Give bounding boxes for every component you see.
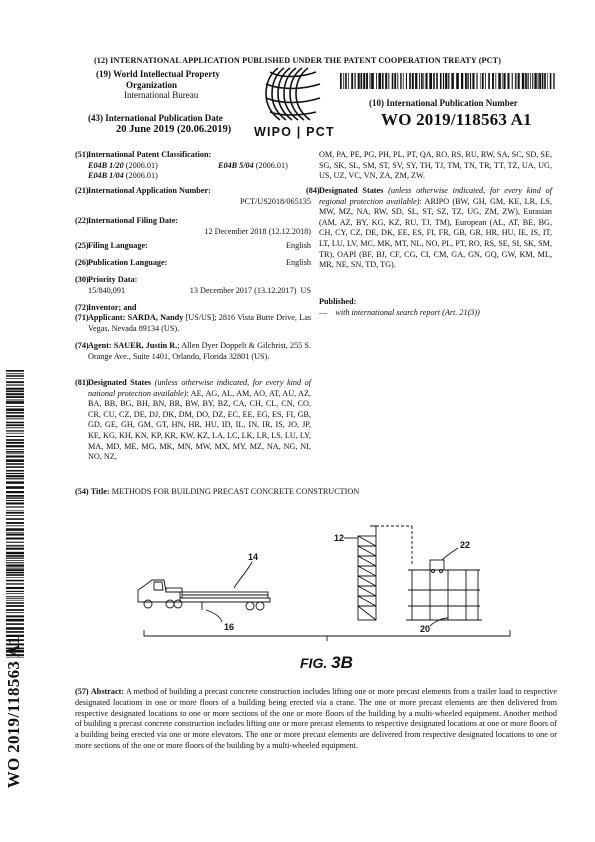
field-applicant: (71) Applicant: SARDA, Nandy [US/US]; 2816 Vista Butte Drive, Las Vegas, Nevada 89134 (US). bbox=[75, 313, 312, 333]
office-name: (19) World Intellectual Property bbox=[96, 69, 220, 79]
leader-22 bbox=[442, 548, 458, 560]
field-filing-date: (22) International Filing Date: 12 December 2018 (12.12.2018) bbox=[75, 216, 311, 236]
leader-14 bbox=[234, 562, 252, 588]
field-designated-regional: (84) Designated States (unless otherwise indicated, for every kind of regional protection available): ARIPO (BW, GH, GM, KE, LR, LS, MW, MZ, NA, RW, SD, SL, ST, SZ, TZ, UG, ZM, ZW), Eurasian (AM, AZ, BY, KG, KZ, RU, TJ, TM), European (AL, AT, BE, BG, CH, CY, CZ, DE, DK, EE, ES, FI, FR, GB, GR, HR, HU, IE, IS, IT, LT, LU, LV, MC, MK, MT, NL, NO, PL, PT, RO, RS, SE, SI, SK, SM, TR), OAPI (BF, BJ, CF, CG, CI, CM, GA, GN, GQ, GW, KM, ML, MR, NE, SN, TD, TG). bbox=[306, 186, 552, 270]
office-name-line2: Organization bbox=[126, 79, 177, 90]
field-publication-language: (26) Publication Language: English bbox=[75, 258, 311, 267]
abstract: (57) Abstract: A method of building a precast concrete construction includes lifting one or more precast elements from a trailer load to respective designated locations in one or more floors of a building being erected via a crane. The one or more precast elements are then delivered from respective designated locations to one or more sections of the one or more floors of the building by a multi-wheeled equipment. Another method of building a precast concrete construction includes lifting one or more precast elements to respective designated locations at one or more floors of a building being erected via one or more elevators. The one or more precast elements are delivered from respective designated locations to one or more sections of the one or more floors of the building by a multi-wheeled equipment. bbox=[75, 687, 557, 750]
field-agent: (74) Agent: SAUER, Justin R.; Allen Dyer Doppelt & Gilchrist, 255 S. Orange Ave., Suite 1401, Orlando, Florida 32801 (US). bbox=[75, 341, 311, 361]
ipc-row-1: E04B 1/20 (2006.01) E04B 5/04 (2006.01) bbox=[88, 160, 288, 170]
ref-label-22: 22 bbox=[460, 540, 471, 550]
field-filing-language: (25) Filing Language: English bbox=[75, 241, 311, 250]
field-priority: (30) Priority Data: 15/840,091 13 December 2017 (13.12.2017) US bbox=[75, 275, 311, 295]
ref-label-14: 14 bbox=[248, 552, 259, 562]
wipo-logo bbox=[240, 64, 350, 142]
figure-caption: FIG. 3B bbox=[300, 653, 353, 672]
publication-header: (12) INTERNATIONAL APPLICATION PUBLISHED UNDER THE PATENT COOPERATION TREATY (PCT) bbox=[93, 56, 502, 65]
designated-national-continued: OM, PA, PE, PG, PH, PL, PT, QA, RO, RS, RU, RW, SA, SC, SD, SE, SG, SK, SL, SM, ST, SV, SY, TH, TJ, TM, TN, TR, TT, TZ, UA, UG, US, UZ, VC, VN, ZA, ZM, ZW. bbox=[319, 150, 552, 181]
field-application-number: (21) International Application Number: PCT/US2018/065135 bbox=[75, 186, 311, 206]
crane-icon bbox=[358, 526, 412, 620]
publication-number-label: (10) International Publication Number bbox=[369, 98, 518, 108]
truck-icon bbox=[138, 580, 270, 610]
wipo-globe-icon bbox=[266, 68, 320, 120]
field-inventor: (72) Inventor; and bbox=[75, 303, 137, 312]
barcode-side bbox=[6, 370, 24, 658]
publication-date: 20 June 2019 (20.06.2019) bbox=[116, 124, 232, 135]
wipo-logo-text: WIPO | PCT bbox=[254, 125, 335, 139]
field-designated-national: (81) Designated States (unless otherwise indicated, for every kind of national protection available): AE, AG, AL, AM, AO, AT, AU, AZ, BA, BB, BG, BH, BN, BR, BW, BY, BZ, CA, CH, CL, CN, CO, CR, CU, CZ, DE, DJ, DK, DM, DO, DZ, EC, EE, EG, ES, FI, GB, GD, GE, GH, GM, GT, HN, HR, HU, ID, IL, IN, IR, IS, JO, JP, KE, KG, KH, KN, KP, KR, KW, KZ, LA, LC, LK, LR, LS, LU, LY, MA, MD, ME, MG, MK, MN, MW, MX, MY, MZ, NA, NG, NI, NO, NZ, bbox=[75, 378, 311, 462]
ref-label-20: 20 bbox=[420, 624, 431, 634]
ipc-label: International Patent Classification: bbox=[88, 150, 212, 159]
publication-date-block bbox=[88, 113, 231, 135]
field-title: (54) Title: METHODS FOR BUILDING PRECAST CONCRETE CONSTRUCTION bbox=[75, 487, 360, 496]
building-frame-icon bbox=[406, 560, 482, 620]
publication-number: WO 2019/118563 A1 bbox=[381, 110, 532, 129]
filing-date: 12 December 2018 (12.12.2018) bbox=[204, 226, 311, 236]
ref-label-16: 16 bbox=[224, 622, 235, 632]
office-bureau: International Bureau bbox=[124, 90, 199, 100]
leader-16 bbox=[206, 610, 222, 622]
field-ipc: (51) International Patent Classification: E04B 1/20 (2006.01) E04B 5/04 (2006.01) E04B 1/04 (2006.01) bbox=[88, 150, 311, 182]
application-number: PCT/US2018/065135 bbox=[240, 196, 311, 206]
ref-label-12: 12 bbox=[334, 533, 345, 543]
leader-20 bbox=[430, 618, 448, 626]
barcode-top bbox=[340, 73, 556, 89]
figure-drawing bbox=[130, 522, 550, 642]
ipc-row-2: E04B 1/04 (2006.01) bbox=[88, 171, 158, 181]
publication-date-label: (43) International Publication Date bbox=[88, 113, 223, 123]
ground-bracket bbox=[144, 630, 510, 636]
field-published: Published: — with international search report (Art. 21(3)) bbox=[319, 297, 480, 317]
